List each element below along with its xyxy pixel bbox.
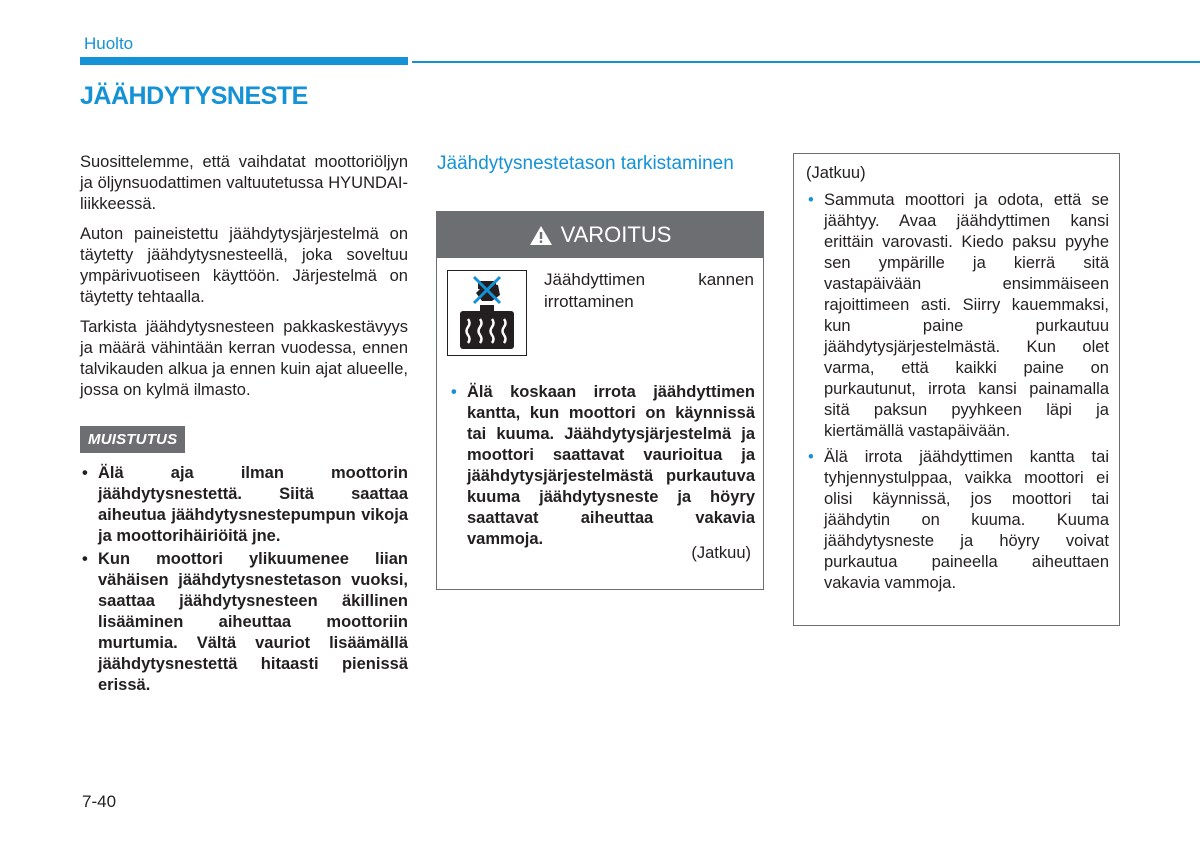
notice-item (80, 549, 408, 696)
bullet-dot: • (808, 191, 814, 209)
header-bar-thin (412, 61, 1200, 63)
system-paragraph: Auton paineistettu jäähdytysjärjestelmä on täytetty jäähdytysnesteellä, joka soveltuu ympärivuotiseen käyttöön. Järjestelmä on täytetty tehtaalla. (80, 225, 408, 306)
warning-subtitle: Jäähdyttimen kannen irrottaminen (544, 270, 754, 311)
page-number: 7-40 (82, 792, 117, 811)
notice-item-text: Kun moottori ylikuumenee liian vähäisen jäähdytysnestetason vuoksi, saattaa jäähdytysnesteen äkillinen lisääminen aiheuttaa moottoriin murtumia. Vältä vauriot lisäämällä jäähdytysnestettä hitaasti pienissä erissä. (98, 550, 408, 694)
section-label: Huolto (84, 34, 134, 53)
radiator-cap-hot-icon (447, 270, 527, 356)
warning-item-text: Älä koskaan irrota jäähdyttimen kantta, kun moottori on käynnissä tai kuuma. Jäähdytysjärjestelmä ja moottori saattavat vaurioitua ja jäähdytysjärjestelmästä purkautuva kuuma jäähdytysneste ja höyry saattavat aiheuttaa vakavia vammoja. (467, 383, 755, 548)
bullet-dot: • (808, 448, 814, 466)
continued-lead: (Jatkuu) (806, 164, 866, 182)
warning-box (436, 211, 764, 590)
notice-item (80, 463, 408, 547)
header-bar-thick (80, 57, 408, 65)
notice-item-text: Älä aja ilman moottorin jäähdytysnestettä. Siitä saattaa aiheutua jäähdytysnestepumpun vikoja ja moottorihäiriöitä jne. (98, 464, 408, 545)
continued-list (806, 190, 1109, 594)
bullet-dot: • (82, 464, 88, 482)
continued-item (806, 447, 1109, 594)
check-paragraph: Tarkista jäähdytysnesteen pakkaskestävyys ja määrä vähintään kerran vuodessa, ennen talvikauden alkua ja ennen kuin ajat alueelle, jossa on kylmä ilmasto. (80, 318, 408, 399)
notice-list (80, 463, 408, 696)
continued-item (806, 190, 1109, 442)
warning-header (437, 212, 763, 258)
notice-badge: MUISTUTUS (80, 426, 185, 453)
continued-warning-box (793, 153, 1120, 626)
subsection-heading: Jäähdytysnestetason tarkistaminen (437, 153, 734, 174)
intro-paragraph: Suosittelemme, että vaihdatat moottoriöljyn ja öljynsuodattimen valtuutetussa HYUNDAI-liikkeessä. (80, 153, 408, 213)
warning-triangle-icon (529, 225, 553, 246)
bullet-dot: • (451, 383, 457, 401)
left-column (80, 152, 408, 698)
continued-item-text: Älä irrota jäähdyttimen kantta tai tyhjennystulppaa, vaikka moottori ei olisi käynnissä, jos moottori tai jäähdytin on kuuma. Kuuma jäähdytysneste ja höyry voivat purkautua paineella aiheuttaen vakavia vammoja. (824, 448, 1109, 592)
bullet-dot: • (82, 550, 88, 568)
continued-item-text: Sammuta moottori ja odota, että se jäähtyy. Avaa jäähdyttimen kansi erittäin varovasti. Kiedo paksu pyyhe sen ympärille ja kierrä sitä vastapäivään ensimmäiseen rajoittimeen asti. Siirry kauemmaksi, kun paine purkautuu jäähdytysjärjestelmästä. Kun olet varma, että kaikki paine on purkautunut, irrota kansi painamalla sitä paksun pyyhkeen läpi ja kiertämällä vastapäivään. (824, 191, 1109, 440)
warning-item (449, 382, 755, 550)
warning-list (449, 382, 755, 552)
page-title: JÄÄHDYTYSNESTE (80, 82, 308, 110)
warning-label: VAROITUS (560, 222, 672, 247)
continued-label: (Jatkuu) (691, 544, 751, 562)
